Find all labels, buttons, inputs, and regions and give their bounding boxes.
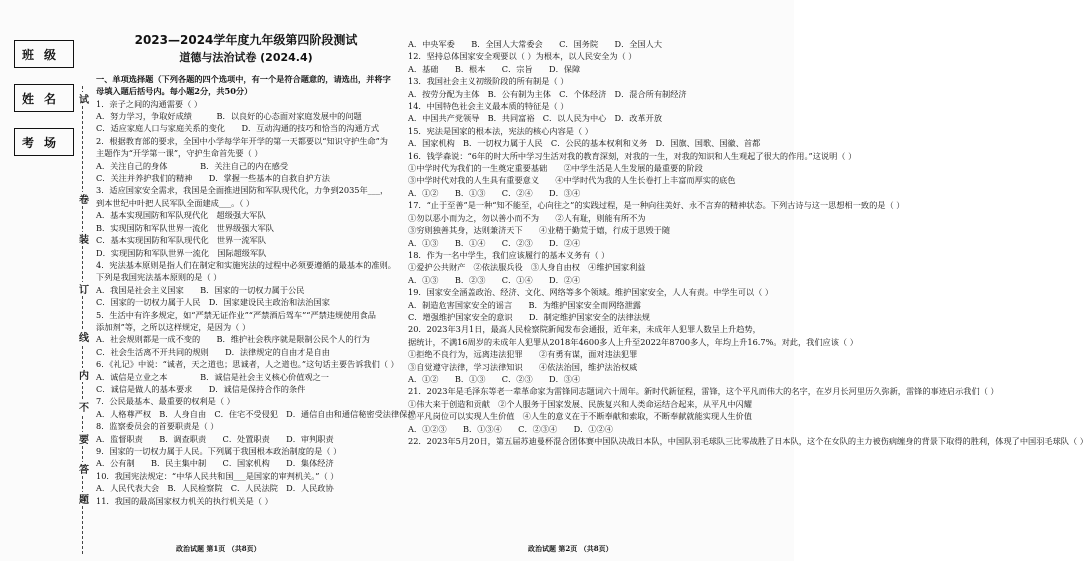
question-line: 17．“止于至善”是一种“知不能至，心向往之”的实践过程，是一种向往美好、永不言弃的精神状态。下列古诗与这一思想相一致的是（ ） bbox=[408, 200, 905, 211]
exam-subtitle: 道德与法治试卷 (2024.4) bbox=[179, 51, 313, 65]
question-line: C．诚信是做人的基本要求 D．诚信是保持合作的条件 bbox=[96, 383, 306, 394]
question-line: ③自觉遵守法律，学习法律知识 ④依法治国，维护法治权威 bbox=[408, 361, 638, 372]
question-line: A．基础 B．根本 C．宗旨 D．保障 bbox=[408, 63, 581, 74]
section-heading: 一、单项选择题（下列各题的四个选项中，有一个是符合题意的，请选出，并将字母填入题后括号内。每小题2分，共50分） bbox=[96, 73, 391, 97]
question-line: ①勿以恶小而为之，勿以善小而不为 ②人有耻，则能有所不为 bbox=[408, 212, 646, 223]
seal-char: 内 bbox=[76, 370, 88, 380]
question-line: A．人民代表大会 B．人民检察院 C．人民法院 D．人民政协 bbox=[96, 483, 334, 494]
question-line: A．制造危害国家安全的谣言 B．为维护国家安全而网络泄露 bbox=[408, 299, 641, 310]
question-line: 到本世纪中叶把人民军队全面建成___。（ ） bbox=[96, 197, 255, 208]
left-column bbox=[96, 0, 416, 561]
question-line: C．适应家庭人口与家庭关系的变化 D．互动沟通的技巧和恰当的沟通方式 bbox=[96, 123, 380, 134]
question-line: 14．中国特色社会主义最本质的特征是（ ） bbox=[408, 101, 569, 112]
question-line: C．国家的一切权力属于人民 D．国家建设民主政治和法治国家 bbox=[96, 297, 330, 308]
question-line: 主题作为“开学第一课”，守护生命首先要（ ） bbox=[96, 148, 263, 159]
seal-char: 装 bbox=[76, 234, 88, 244]
page-footer-2: 政治试题 第2页 （共8页） bbox=[528, 543, 613, 553]
question-line: 12．坚持总体国家安全观要以（ ）为根本，以人民安全为（ ） bbox=[408, 51, 637, 62]
question-line: A．基本实现国防和军队现代化 超级强大军队 bbox=[96, 210, 266, 221]
question-line: A．我国是社会主义国家 B．国家的一切权力属于公民 bbox=[96, 284, 305, 295]
question-line: A．公有制 B．民主集中制 C．国家机构 D．集体经济 bbox=[96, 458, 334, 469]
seal-char: 卷 bbox=[76, 194, 88, 204]
question-line: 4．宪法基本原则是指人们在制定和实施宪法的过程中必须要遵循的最基本的准则。 bbox=[96, 259, 396, 270]
question-line: 2．根据教育部的要求，全国中小学每学年开学的第一天都要以“知识守护生命”为 bbox=[96, 135, 388, 146]
question-line: ①伟大来于创造和贡献 ②个人服务于国家发展、民族复兴和人类命运结合起来，从平凡中闪耀 bbox=[408, 398, 752, 409]
question-line: 19．国家安全涵盖政治、经济、文化、网络等多个领域。维护国家安全，人人有责。中学生可以（ ） bbox=[408, 287, 774, 298]
question-line: 据统计，不满16周岁的未成年人犯罪从2018年4600多人上升至2022年8700多人，年均上升16.7%。对此，我们应该（ ） bbox=[408, 336, 858, 347]
question-line: 21．2023年是毛泽东等老一辈革命家为雷锋同志题词六十周年。新时代新征程，雷锋，这个平凡而伟大的名字，在岁月长河里历久弥新，雷锋的事迹启示我们（ ） bbox=[408, 386, 999, 397]
question-line: ①爱护公共财产 ②依法服兵役 ③人身自由权 ④维护国家利益 bbox=[408, 262, 646, 273]
question-line: A．社会规则都是一成不变的 B．维护社会秩序就是限制公民个人的行为 bbox=[96, 334, 370, 345]
question-line: A．诚信是立业之本 B．诚信是社会主义核心价值观之一 bbox=[96, 371, 329, 382]
page-footer-1: 政治试题 第1页 （共8页） bbox=[176, 543, 261, 553]
question-line: ①拒绝不良行为，远离违法犯罪 ②有勇有谋，面对违法犯罪 bbox=[408, 349, 638, 360]
question-line: 11．我国的最高国家权力机关的执行机关是（ ） bbox=[96, 495, 273, 506]
question-line: C．关注并养护我们的精神 D．掌握一些基本的自救自护方法 bbox=[96, 173, 330, 184]
question-line: ③中学时代对我的人生具有重要意义 ④中学时代为我的人生长卷打上丰富而厚实的底色 bbox=[408, 175, 736, 186]
question-line: 22．2023年5月20日，第五届苏迪曼杯混合团体赛中国队决战日本队，中国队羽毛球队三比零战胜了日本队，这个在女队的主力被伤病缠身的背景下取得的胜利，体现了中国羽毛球队（ ） bbox=[408, 436, 1088, 446]
question-line: 9．国家的一切权力属于人民。下列属于我国根本政治制度的是（ ） bbox=[96, 446, 342, 456]
name-box: 姓名 bbox=[14, 84, 74, 112]
question-line: 7．公民最基本、最重要的权利是（ ） bbox=[96, 396, 235, 407]
question-line: A．努力学习，争取好成绩 B．以良好的心态面对家庭发展中的问题 bbox=[96, 111, 362, 122]
question-line: 15．宪法是国家的根本法，宪法的核心内容是（ ） bbox=[408, 125, 593, 136]
question-line: ①中学时代为我们的一生奠定重要基础 ②中学生活是人生发展的最重要的阶段 bbox=[408, 163, 703, 174]
question-line: A．中央军委 B．全国人大常委会 C．国务院 D．全国人大 bbox=[408, 39, 663, 49]
question-line: 1．亲子之间的沟通需要（ ） bbox=[96, 98, 203, 109]
question-line: 添加剂”等，之所以这样规定，是因为（ ） bbox=[96, 321, 251, 332]
question-line: B．实现国防和军队世界一流化 世界级强大军队 bbox=[96, 222, 274, 233]
right-question-list bbox=[408, 0, 1088, 447]
question-line: A．①② B．①③ C．②④ D．③④ bbox=[408, 187, 581, 198]
exam-room-box: 考场 bbox=[14, 128, 74, 156]
seal-char: 试 bbox=[76, 94, 88, 104]
question-line: 5．生活中有许多规定，如“严禁无证作业”“严禁酒后驾车”“严禁违规使用食品 bbox=[96, 309, 376, 320]
question-line: 18．作为一名中学生，我们应该履行的基本义务有（ ） bbox=[408, 249, 610, 260]
question-line: C．社会生活离不开共同的规则 D．法律规定的自由才是自由 bbox=[96, 346, 330, 357]
question-line: ③平凡岗位可以实现人生价值 ④人生的意义在于不断奉献和索取，不断奉献就能实现人生价值 bbox=[408, 411, 752, 422]
seal-char: 题 bbox=[76, 494, 88, 504]
question-line: 下列是我国宪法基本原则的是（ ） bbox=[96, 272, 222, 283]
question-line: 8．监察委员会的首要职责是（ ） bbox=[96, 421, 219, 432]
question-line: C．增强维护国家安全的意识 D．制定维护国家安全的法律法规 bbox=[408, 311, 651, 322]
seal-char: 线 bbox=[76, 332, 88, 342]
question-line: A．①② B．①③ C．②③ D．③④ bbox=[408, 373, 581, 384]
question-line: 10．我国宪法规定：“中华人民共和国___是国家的审判机关。”（ ） bbox=[96, 470, 339, 481]
seal-char: 要 bbox=[76, 434, 88, 444]
question-line: A．按劳分配为主体 B．公有制为主体 C．个体经济 D．混合所有制经济 bbox=[408, 88, 687, 99]
binding-strip bbox=[8, 40, 84, 158]
question-line: 6．《礼记》中说：“诚者，天之道也；思诚者，人之道也。”这句话主要告诉我们（ ） bbox=[96, 359, 399, 370]
question-line: D．实现国防和军队世界一流化 国际超级军队 bbox=[96, 247, 267, 258]
exam-title: 2023—2024学年度九年级第四阶段测试 bbox=[134, 33, 358, 47]
class-box: 班级 bbox=[14, 40, 74, 68]
question-line: A．关注自己的身体 B．关注自己的内在感受 bbox=[96, 160, 289, 171]
question-line: A．监督职责 B．调查职责 C．处置职责 D．审判职责 bbox=[96, 433, 334, 444]
seal-char: 答 bbox=[76, 464, 88, 474]
question-line: A．中国共产党领导 B．共同富裕 C．以人民为中心 D．改革开放 bbox=[408, 113, 663, 124]
question-line: A．国家机构 B．一切权力属于人民 C．公民的基本权利和义务 D．国旗、国歌、国徽、首都 bbox=[408, 138, 761, 149]
seal-char: 不 bbox=[76, 402, 88, 412]
question-line: 13．我国社会主义初级阶段的所有制是（ ） bbox=[408, 76, 569, 87]
seal-char: 订 bbox=[76, 284, 88, 294]
left-question-list bbox=[96, 98, 416, 507]
right-column bbox=[408, 0, 1088, 561]
question-line: 16．钱学森说：“6年的时大所中学习生活对我的教育深刻，对我的一生，对我的知识和人生观起了很大的作用。”这说明（ ） bbox=[408, 150, 857, 161]
question-line: A．人格尊严权 B．人身自由 C．住宅不受侵犯 D．通信自由和通信秘密受法律保护 bbox=[96, 408, 416, 419]
question-line: C．基本实现国防和军队现代化 世界一流军队 bbox=[96, 235, 267, 246]
question-line: A．①③ B．①④ C．②③ D．②④ bbox=[408, 237, 581, 248]
question-line: A．①③ B．②③ C．①④ D．②④ bbox=[408, 274, 581, 285]
question-line: 3．适应国家安全需求，我国是全面推进国防和军队现代化，力争到2035年___， bbox=[96, 185, 389, 196]
question-line: A．①②③ B．①③④ C．②③④ D．①②④ bbox=[408, 423, 613, 434]
binding-dashed-line bbox=[82, 86, 83, 554]
question-line: ③穷则独善其身，达则兼济天下 ④业精于勤荒于嬉，行成于思毁于随 bbox=[408, 225, 671, 236]
question-line: 20．2023年3月1日，最高人民检察院新闻发布会通报，近年来，未成年人犯罪人数呈上升趋势， bbox=[408, 324, 761, 335]
